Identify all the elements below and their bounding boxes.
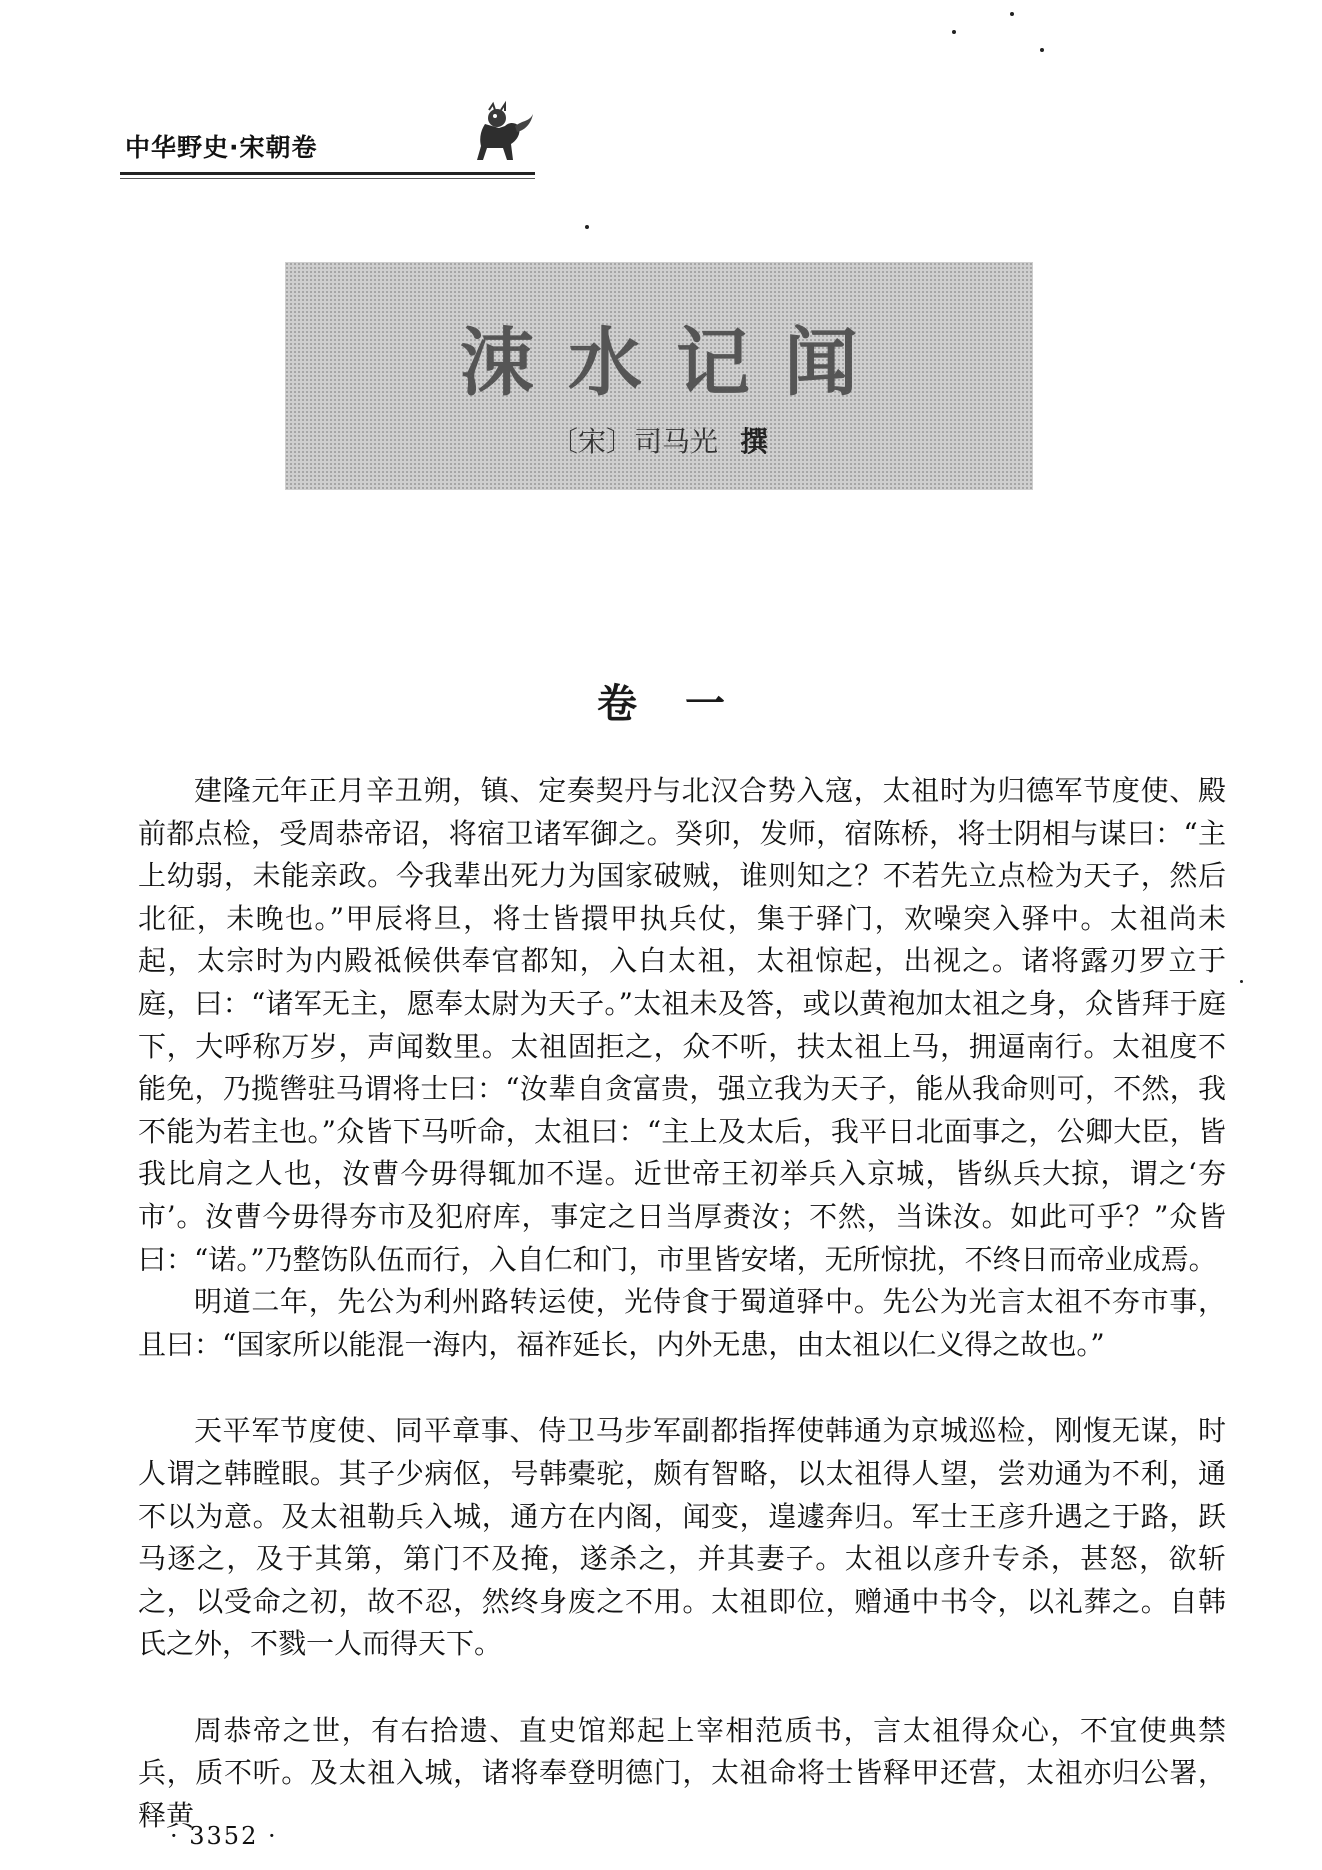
paragraph: 周恭帝之世，有右拾遗、直史馆郑起上宰相范质书，言太祖得众心，不宜使典禁兵，质不听。及太祖入城，诸将奉登明德门，太祖命将士皆释甲还营，太祖亦归公署，释黄 xyxy=(138,1713,1226,1833)
body-text xyxy=(138,770,1226,1838)
scan-speck xyxy=(952,30,956,34)
chapter-heading: 卷一 xyxy=(597,680,773,727)
scan-speck xyxy=(1040,48,1044,52)
paragraph: 建隆元年正月辛丑朔，镇、定奏契丹与北汉合势入寇，太祖时为归德军节度使、殿前都点检，受周恭帝诏，将宿卫诸军御之。癸卯，发师，宿陈桥，将士阴相与谋曰：“主上幼弱，未能亲政。今我辈出死力为国家破贼，谁则知之？不若先立点检为天子，然后北征，未晚也。”甲辰将旦，将士皆擐甲执兵仗，集于驿门，欢噪突入驿中。太祖尚未起，太宗时为内殿祗候供奉官都知，入白太祖，太祖惊起，出视之。诸将露刃罗立于庭，曰：“诸军无主，愿奉太尉为天子。”太祖未及答，或以黄袍加太祖之身，众皆拜于庭下，大呼称万岁，声闻数里。太祖固拒之，众不听，扶太祖上马，拥逼南行。太祖度不能免，乃揽辔驻马谓将士曰：“汝辈自贪富贵，强立我为天子，能从我命则可，不然，我不能为若主也。”众皆下马听命，太祖曰：“主上及太后，我平日北面事之，公卿大臣，皆我比肩之人也，汝曹今毋得辄加不逞。近世帝王初举兵入京城，皆纵兵大掠，谓之‘夯市’。汝曹今毋得夯市及犯府库，事定之日当厚赉汝；不然，当诛汝。如此可乎？”众皆曰：“诺。”乃整饬队伍而行，入自仁和门，市里皆安堵，无所惊扰，不终日而帝业成焉。 xyxy=(138,774,1226,1276)
scan-speck xyxy=(585,225,589,229)
paragraph: 天平军节度使、同平章事、侍卫马步军副都指挥使韩通为京城巡检，刚愎无谋，时人谓之韩瞠眼。其子少病伛，号韩橐驼，颇有智略，以太祖得人望，尝劝通为不利，通不以为意。及太祖勒兵入城，通方在内阁，闻变，遑遽奔归。军士王彦升遇之于路，跃马逐之，及于其第，第门不及掩，遂杀之，并其妻子。太祖以彦升专杀，甚怒，欲斩之，以受命之初，故不忍，然终身废之不用。太祖即位，赠通中书令，以礼葬之。自韩氏之外，不戮一人而得天下。 xyxy=(138,1414,1226,1661)
running-header: 中华野史·宋朝卷 xyxy=(125,133,318,162)
author-byline xyxy=(285,420,1033,460)
paragraph: 明道二年，先公为利州路转运使，光侍食于蜀道驿中。先公为光言太祖不夯市事，且曰：“国家所以能混一海内，福祚延长，内外无患，由太祖以仁义得之故也。” xyxy=(138,1285,1226,1361)
scan-speck xyxy=(1010,12,1014,16)
book-title: 涑水记闻 xyxy=(460,320,892,406)
scan-speck xyxy=(1240,980,1243,983)
author-dynasty-name: 〔宋〕司马光 xyxy=(549,425,718,458)
page-number: · 3352 · xyxy=(170,1822,278,1850)
header-rule xyxy=(120,172,535,175)
author-role: 撰 xyxy=(740,425,769,458)
lion-seal-icon xyxy=(455,100,545,170)
title-banner xyxy=(285,262,1033,490)
header-rule-thin xyxy=(120,178,535,179)
